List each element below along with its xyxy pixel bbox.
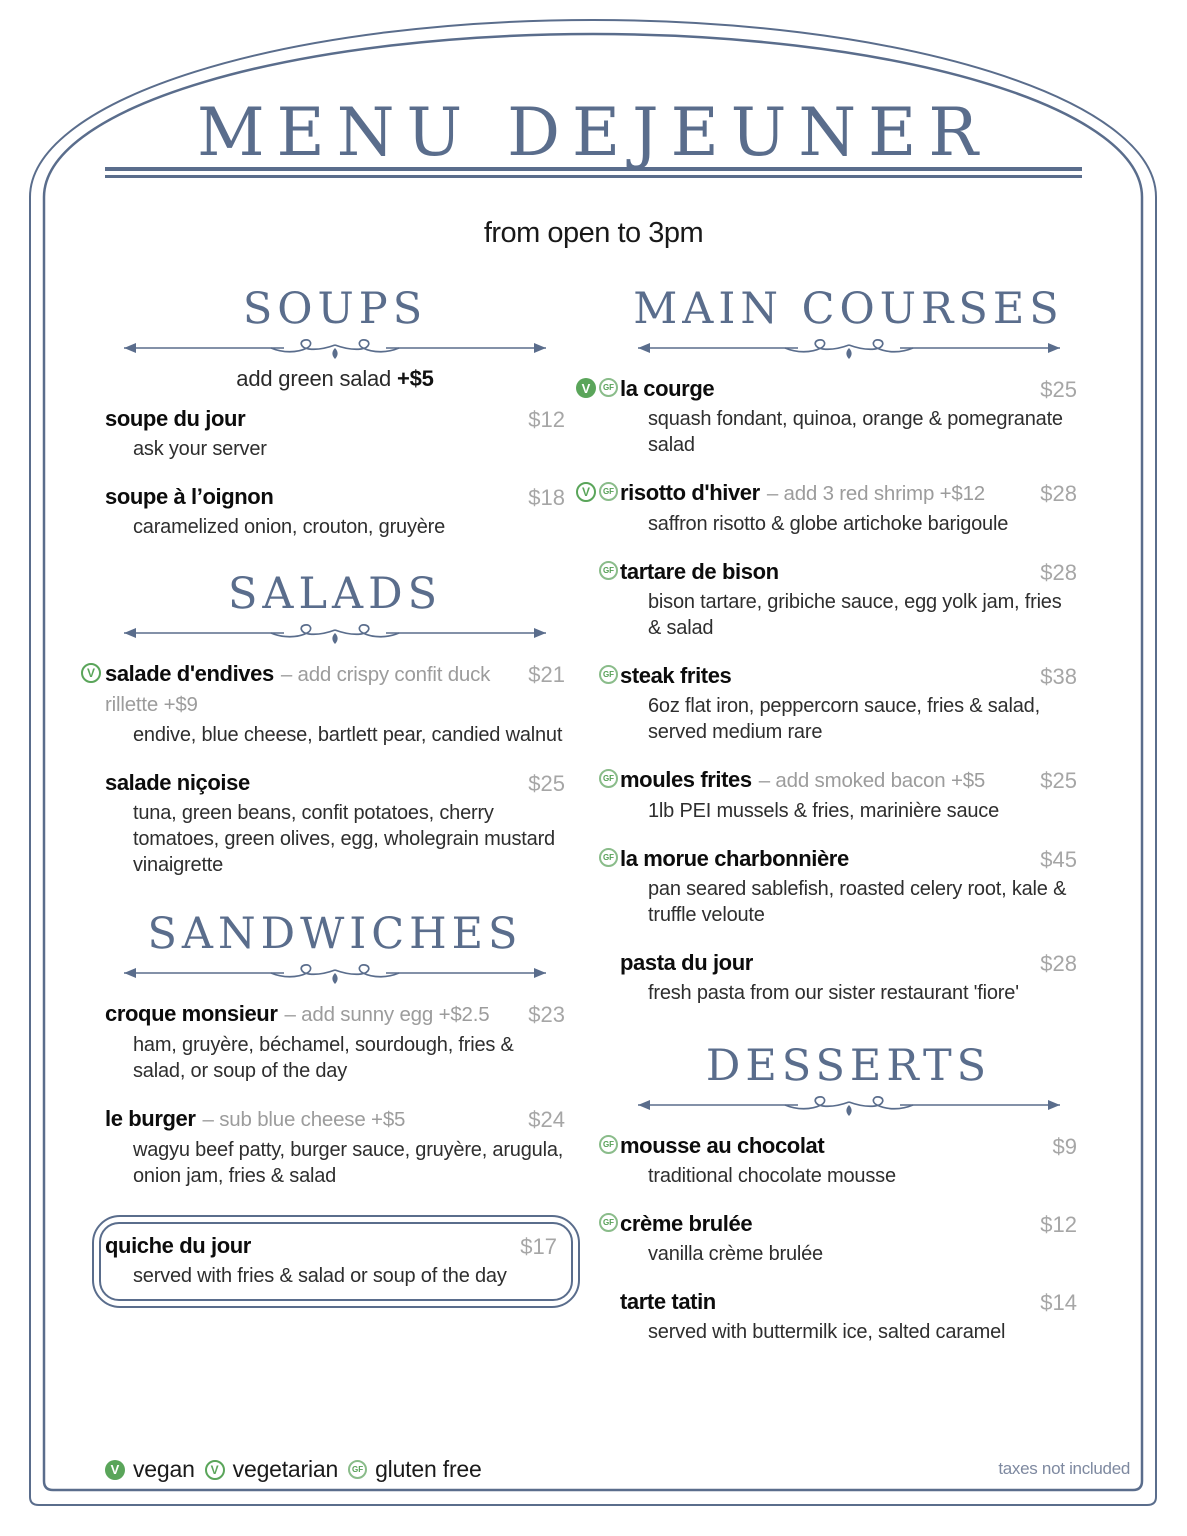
item-name: salade niçoise — [105, 770, 250, 796]
item-name: risotto d'hiver — [620, 480, 760, 506]
menu-item — [581, 478, 1077, 537]
item-price: $23 — [528, 1002, 565, 1028]
left-column — [86, 284, 565, 1308]
item-price: $38 — [1040, 664, 1077, 690]
gluten-free-icon: GF — [599, 1213, 618, 1232]
menu-item — [585, 1209, 1077, 1267]
title-double-rule — [105, 167, 1082, 178]
vegetarian-icon: V — [205, 1460, 225, 1480]
item-name: le burger — [105, 1106, 196, 1132]
section-header — [585, 1041, 1077, 1131]
item-note: – add 3 red shrimp +$12 — [766, 482, 986, 506]
section-note-bold: +$5 — [397, 366, 434, 392]
item-description: tuna, green beans, confit potatoes, cherry tomatoes, green olives, egg, wholegrain mustard vinaigrette — [133, 802, 555, 877]
section-header — [105, 569, 565, 659]
legend-label-vegetarian: vegetarian — [232, 1456, 339, 1482]
item-name: crème brulée — [620, 1211, 753, 1237]
section-header — [105, 909, 565, 999]
item-price: $12 — [1040, 1212, 1077, 1238]
section-note-text: add green salad — [236, 366, 397, 392]
section-note — [105, 366, 565, 392]
legend-label-vegan: vegan — [133, 1456, 195, 1482]
section-title: SOUPS — [242, 284, 428, 334]
item-price: $25 — [1040, 377, 1077, 403]
section-soups — [105, 284, 565, 540]
item-description: saffron risotto & globe artichoke barigoule — [648, 513, 1009, 536]
ornament-divider — [121, 335, 549, 361]
ornament-divider — [121, 960, 549, 986]
ornament-divider — [635, 1092, 1063, 1118]
item-name: quiche du jour — [105, 1233, 251, 1259]
item-note: – sub blue cheese +$5 — [202, 1108, 406, 1132]
item-price: $28 — [1040, 481, 1077, 507]
highlighted-item-box — [92, 1215, 580, 1308]
section-title: SALADS — [227, 569, 443, 620]
menu-item — [86, 659, 565, 748]
item-description: caramelized onion, crouton, gruyère — [133, 516, 446, 539]
item-name: soupe du jour — [105, 406, 246, 432]
item-description: squash fondant, quinoa, orange & pomegranate salad — [648, 408, 1063, 457]
ornament-divider — [121, 620, 549, 646]
menu-item — [105, 1104, 565, 1189]
section-header — [105, 284, 565, 392]
section-salads — [86, 569, 565, 878]
section-main-courses — [581, 284, 1077, 1006]
gluten-free-icon: GF — [599, 482, 618, 501]
gluten-free-icon: GF — [599, 665, 618, 684]
item-price: $28 — [1040, 951, 1077, 977]
item-note: – add smoked bacon +$5 — [758, 769, 986, 793]
section-sandwiches — [105, 909, 565, 1308]
vegan-icon: V — [576, 378, 596, 398]
menu-item — [585, 661, 1077, 745]
item-description: bison tartare, gribiche sauce, egg yolk jam, fries & salad — [648, 591, 1062, 640]
gluten-free-icon: GF — [599, 848, 618, 867]
right-column — [581, 284, 1077, 1365]
item-name: tarte tatin — [620, 1289, 716, 1315]
vegan-icon: V — [105, 1460, 125, 1480]
item-note: – add crispy confit duck rillette +$9 — [105, 663, 491, 717]
item-description: served with fries & salad or soup of the day — [133, 1265, 507, 1288]
item-description: wagyu beef patty, burger sauce, gruyère, arugula, onion jam, fries & salad — [133, 1139, 564, 1188]
item-name: mousse au chocolat — [620, 1133, 825, 1159]
menu-item — [585, 844, 1077, 928]
item-name: croque monsieur — [105, 1001, 278, 1027]
item-price: $12 — [528, 407, 565, 433]
item-description: ham, gruyère, béchamel, sourdough, fries & salad, or soup of the day — [133, 1034, 514, 1083]
item-description: 1lb PEI mussels & fries, marinière sauce — [648, 800, 1000, 823]
gluten-free-icon: GF — [599, 1135, 618, 1154]
item-name: la morue charbonnière — [620, 846, 849, 872]
item-description: ask your server — [133, 438, 267, 461]
menu-item — [105, 768, 565, 878]
item-description: endive, blue cheese, bartlett pear, candied walnut — [133, 724, 563, 747]
menu-item — [585, 948, 1077, 1006]
item-name: moules frites — [620, 767, 752, 793]
item-note: – add sunny egg +$2.5 — [284, 1003, 490, 1027]
gluten-free-icon: GF — [599, 769, 618, 788]
item-description: served with buttermilk ice, salted caramel — [648, 1321, 1006, 1344]
item-description: traditional chocolate mousse — [648, 1165, 896, 1188]
menu-item — [585, 1287, 1077, 1345]
taxes-note: taxes not included — [998, 1459, 1130, 1478]
item-name: pasta du jour — [620, 950, 753, 976]
item-name: steak frites — [620, 663, 732, 689]
item-description: pan seared sablefish, roasted celery root, kale & truffle veloute — [648, 878, 1067, 927]
item-name: tartare de bison — [620, 559, 779, 585]
menu-item — [105, 482, 565, 540]
page-title: MENU DEJEUNER — [196, 94, 991, 171]
vegetarian-icon: V — [576, 482, 596, 502]
item-price: $24 — [528, 1107, 565, 1133]
legend-label-gluten-free: gluten free — [375, 1456, 482, 1482]
menu-item — [585, 1131, 1077, 1189]
item-price: $25 — [1040, 768, 1077, 794]
section-desserts — [585, 1041, 1077, 1345]
vegetarian-icon: V — [81, 663, 101, 683]
gluten-free-icon: GF — [599, 561, 618, 580]
item-price: $25 — [528, 771, 565, 797]
menu-item — [105, 1231, 557, 1289]
item-description: fresh pasta from our sister restaurant 'fiore' — [648, 982, 1019, 1005]
item-description: 6oz flat iron, peppercorn sauce, fries & salad, served medium rare — [648, 695, 1040, 744]
item-price: $9 — [1052, 1134, 1077, 1160]
item-description: vanilla crème brulée — [648, 1243, 823, 1266]
item-price: $14 — [1040, 1290, 1077, 1316]
ornament-divider — [635, 335, 1063, 361]
menu-item — [585, 557, 1077, 641]
diet-icons — [77, 663, 101, 683]
item-price: $45 — [1040, 847, 1077, 873]
menu-item — [105, 999, 565, 1084]
diet-legend — [105, 1456, 482, 1483]
menu-item — [585, 765, 1077, 824]
item-price: $18 — [528, 485, 565, 511]
section-title: MAIN COURSES — [633, 284, 1064, 334]
section-header — [585, 284, 1077, 374]
section-title: DESSERTS — [705, 1041, 992, 1092]
item-name: soupe à l’oignon — [105, 484, 274, 510]
gluten-free-icon: GF — [599, 378, 618, 397]
item-name: salade d'endives — [105, 661, 274, 687]
item-price: $17 — [520, 1234, 557, 1260]
item-price: $28 — [1040, 560, 1077, 586]
menu-item — [105, 404, 565, 462]
item-price: $21 — [528, 662, 565, 688]
gluten-free-icon: GF — [348, 1460, 367, 1479]
section-title: SANDWICHES — [147, 909, 523, 960]
item-name: la courge — [620, 376, 715, 402]
serving-hours: from open to 3pm — [483, 217, 704, 249]
menu-item — [581, 374, 1077, 458]
